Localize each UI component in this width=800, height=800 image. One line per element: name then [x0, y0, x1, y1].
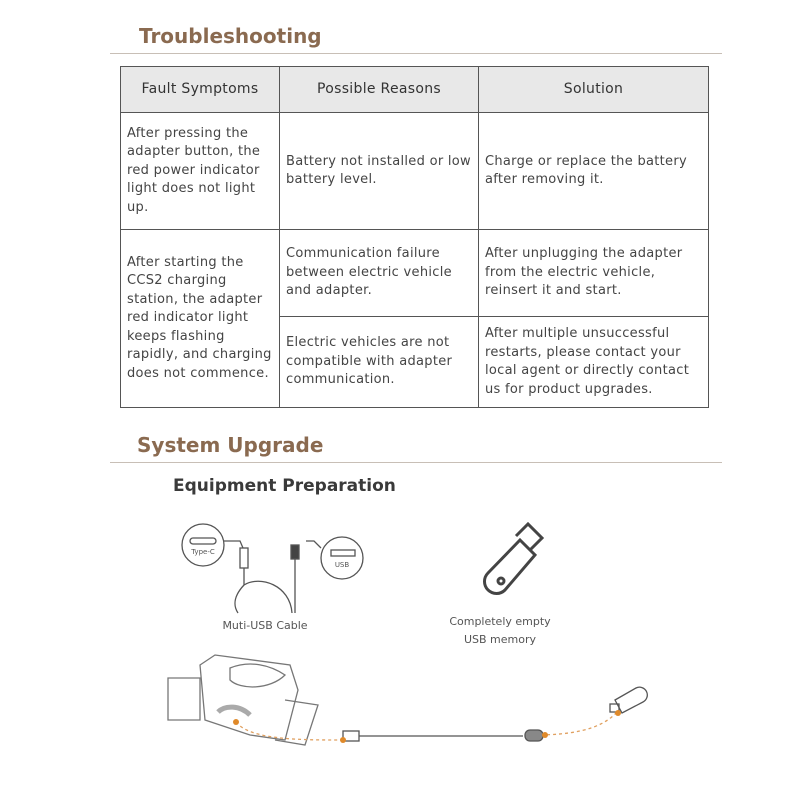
troubleshooting-heading: Troubleshooting — [139, 24, 322, 48]
row2-solution: After unplugging the adapter from the electric vehicle, reinsert it and start. — [478, 229, 709, 317]
row1-solution: Charge or replace the battery after removing it. — [478, 112, 709, 230]
header-solution: Solution — [478, 66, 709, 113]
small-usb-memory-icon — [610, 687, 647, 713]
usb-memory-label-2: USB memory — [463, 633, 537, 646]
system-upgrade-heading: System Upgrade — [137, 433, 324, 457]
row3-reason: Electric vehicles are not compatible with adapter communication. — [279, 316, 479, 408]
row1-reason: Battery not installed or low battery level. — [279, 112, 479, 230]
usb-callout-icon — [291, 537, 363, 613]
equipment-preparation-heading: Equipment Preparation — [173, 476, 396, 496]
usb-cable-icon — [343, 730, 543, 741]
row2-reason: Communication failure between electric vehicle and adapter. — [279, 229, 479, 317]
adapter-icon — [168, 655, 318, 745]
usb-memory-label-1: Completely empty — [449, 615, 551, 628]
header-fault-symptoms: Fault Symptoms — [120, 66, 280, 113]
typec-label: Type-C — [191, 548, 215, 556]
cable-label: Muti-USB Cable — [222, 619, 308, 632]
header-possible-reasons: Possible Reasons — [279, 66, 479, 113]
row1-symptom: After pressing the adapter button, the red power indicator light does not light up. — [120, 112, 280, 230]
cable-icon — [235, 580, 292, 613]
usb-memory-icon — [484, 524, 542, 594]
usb-label: USB — [334, 561, 350, 569]
row2-symptom: After starting the CCS2 charging station, the adapter red indicator light keeps flashing rapidly, and charging does not commence. — [120, 229, 280, 408]
row3-solution: After multiple unsuccessful restarts, please contact your local agent or directly contact us for product upgrades. — [478, 316, 709, 408]
